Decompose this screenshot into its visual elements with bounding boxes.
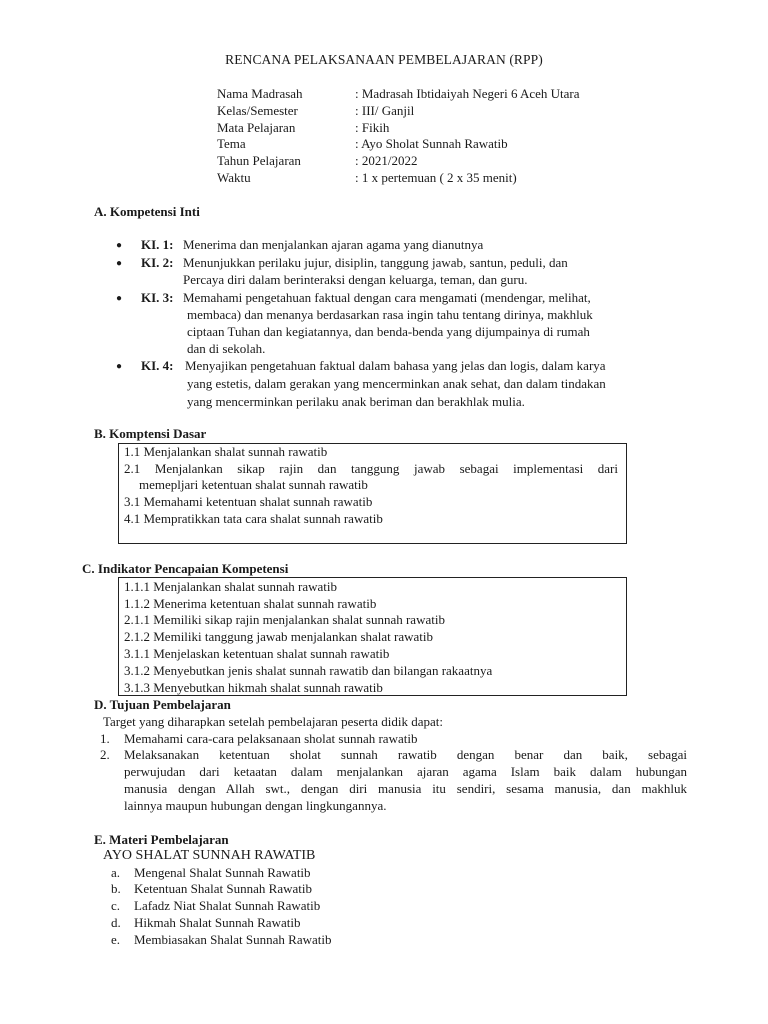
identity-label: Nama Madrasah (217, 86, 303, 101)
material-letter: a. (111, 865, 121, 880)
identity-value: : III/ Ganjil (355, 103, 415, 118)
indicator-item: 3.1.2 Menyebutkan jenis shalat sunnah rawatib dan bilangan rakaatnya (124, 663, 493, 678)
section-d-heading: D. Tujuan Pembelajaran (94, 697, 231, 712)
material-item: Hikmah Shalat Sunnah Rawatib (134, 915, 301, 930)
identity-label: Waktu (217, 170, 251, 185)
objective-text: manusia dengan Allah swt., dengan diri manusia itu sendiri, sesama manusia, dan makhluk (124, 781, 687, 796)
identity-label: Mata Pelajaran (217, 120, 296, 135)
objective-text: Memahami cara-cara pelaksanaan sholat sunnah rawatib (124, 731, 418, 746)
objective-text: lainnya maupun hubungan dengan lingkungannya. (124, 798, 387, 813)
material-item: Ketentuan Shalat Sunnah Rawatib (134, 881, 312, 896)
objective-text: perwujudan dari ketaatan dalam menjalankan ajaran agama Islam baik dalam hubungan (124, 764, 687, 779)
identity-value: : Ayo Sholat Sunnah Rawatib (355, 136, 508, 151)
objective-number: 1. (100, 731, 110, 746)
ki-key: KI. 4: (141, 358, 174, 373)
identity-label: Tema (217, 136, 246, 151)
bullet-icon: ● (116, 258, 123, 269)
bullet-icon: ● (116, 293, 123, 304)
identity-value: : 1 x pertemuan ( 2 x 35 menit) (355, 170, 517, 185)
identity-value: : Madrasah Ibtidaiyah Negeri 6 Aceh Utara (355, 86, 580, 101)
indicator-item: 1.1.2 Menerima ketentuan shalat sunnah rawatib (124, 596, 377, 611)
ki-text: membaca) dan menanya berdasarkan rasa ingin tahu tentang dirinya, makhluk (187, 307, 593, 322)
section-e-heading: E. Materi Pembelajaran (94, 832, 229, 847)
section-c-heading: C. Indikator Pencapaian Kompetensi (82, 561, 289, 576)
section-a-heading: A. Kompetensi Inti (94, 204, 200, 219)
indicator-item: 3.1.3 Menyebutkan hikmah shalat sunnah rawatib (124, 680, 383, 695)
indicator-item: 1.1.1 Menjalankan shalat sunnah rawatib (124, 579, 337, 594)
bullet-icon: ● (116, 240, 123, 251)
indicator-item: 3.1.1 Menjelaskan ketentuan shalat sunnah rawatib (124, 646, 390, 661)
identity-value: : Fikih (355, 120, 390, 135)
objective-intro: Target yang diharapkan setelah pembelajaran peserta didik dapat: (103, 714, 443, 729)
section-b-heading: B. Komptensi Dasar (94, 426, 207, 441)
ki-key: KI. 3: (141, 290, 174, 305)
identity-label: Tahun Pelajaran (217, 153, 301, 168)
material-letter: d. (111, 915, 121, 930)
material-title: AYO SHALAT SUNNAH RAWATIB (103, 848, 316, 863)
ki-text: Percaya diri dalam berinteraksi dengan keluarga, teman, dan guru. (183, 272, 528, 287)
kd-item: 3.1 Memahami ketentuan shalat sunnah rawatib (124, 494, 373, 509)
document-title: RENCANA PELAKSANAAN PEMBELAJARAN (RPP) (225, 52, 543, 67)
identity-label: Kelas/Semester (217, 103, 298, 118)
indicator-item: 2.1.2 Memiliki tanggung jawab menjalankan shalat rawatib (124, 629, 434, 644)
ki-text: dan di sekolah. (187, 341, 266, 356)
ki-text: ciptaan Tuhan dan kegiatannya, dan benda-benda yang dijumpainya di rumah (187, 324, 590, 339)
ki-text: yang estetis, dalam gerakan yang mencerminkan anak sehat, dan dalam tindakan (187, 376, 606, 391)
kd-item: 2.1 Menjalankan sikap rajin dan tanggung jawab sebagai implementasi dari (124, 461, 618, 476)
ki-text: Menunjukkan perilaku jujur, disiplin, tanggung jawab, santun, peduli, dan (183, 255, 568, 270)
kd-item: memepljari ketentuan shalat sunnah rawatib (139, 477, 368, 492)
ki-text: Memahami pengetahuan faktual dengan cara mengamati (mendengar, melihat, (183, 290, 591, 305)
identity-value: : 2021/2022 (355, 153, 418, 168)
objective-text: Melaksanakan ketentuan sholat sunnah rawatib dengan benar dan baik, sebagai (124, 747, 687, 762)
ki-text: yang mencerminkan perilaku anak beriman dan berakhlak mulia. (187, 394, 525, 409)
indicator-item: 2.1.1 Memiliki sikap rajin menjalankan shalat sunnah rawatib (124, 612, 445, 627)
kd-item: 4.1 Mempratikkan tata cara shalat sunnah rawatib (124, 511, 383, 526)
kd-item: 1.1 Menjalankan shalat sunnah rawatib (124, 444, 328, 459)
objective-number: 2. (100, 747, 110, 762)
ki-key: KI. 1: (141, 237, 174, 252)
material-letter: c. (111, 898, 121, 913)
ki-key: KI. 2: (141, 255, 174, 270)
material-item: Mengenal Shalat Sunnah Rawatib (134, 865, 311, 880)
material-letter: b. (111, 881, 121, 896)
material-item: Lafadz Niat Shalat Sunnah Rawatib (134, 898, 321, 913)
bullet-icon: ● (116, 361, 123, 372)
ki-text: Menyajikan pengetahuan faktual dalam bahasa yang jelas dan logis, dalam karya (185, 358, 606, 373)
material-letter: e. (111, 932, 121, 947)
ki-text: Menerima dan menjalankan ajaran agama yang dianutnya (183, 237, 484, 252)
material-item: Membiasakan Shalat Sunnah Rawatib (134, 932, 332, 947)
